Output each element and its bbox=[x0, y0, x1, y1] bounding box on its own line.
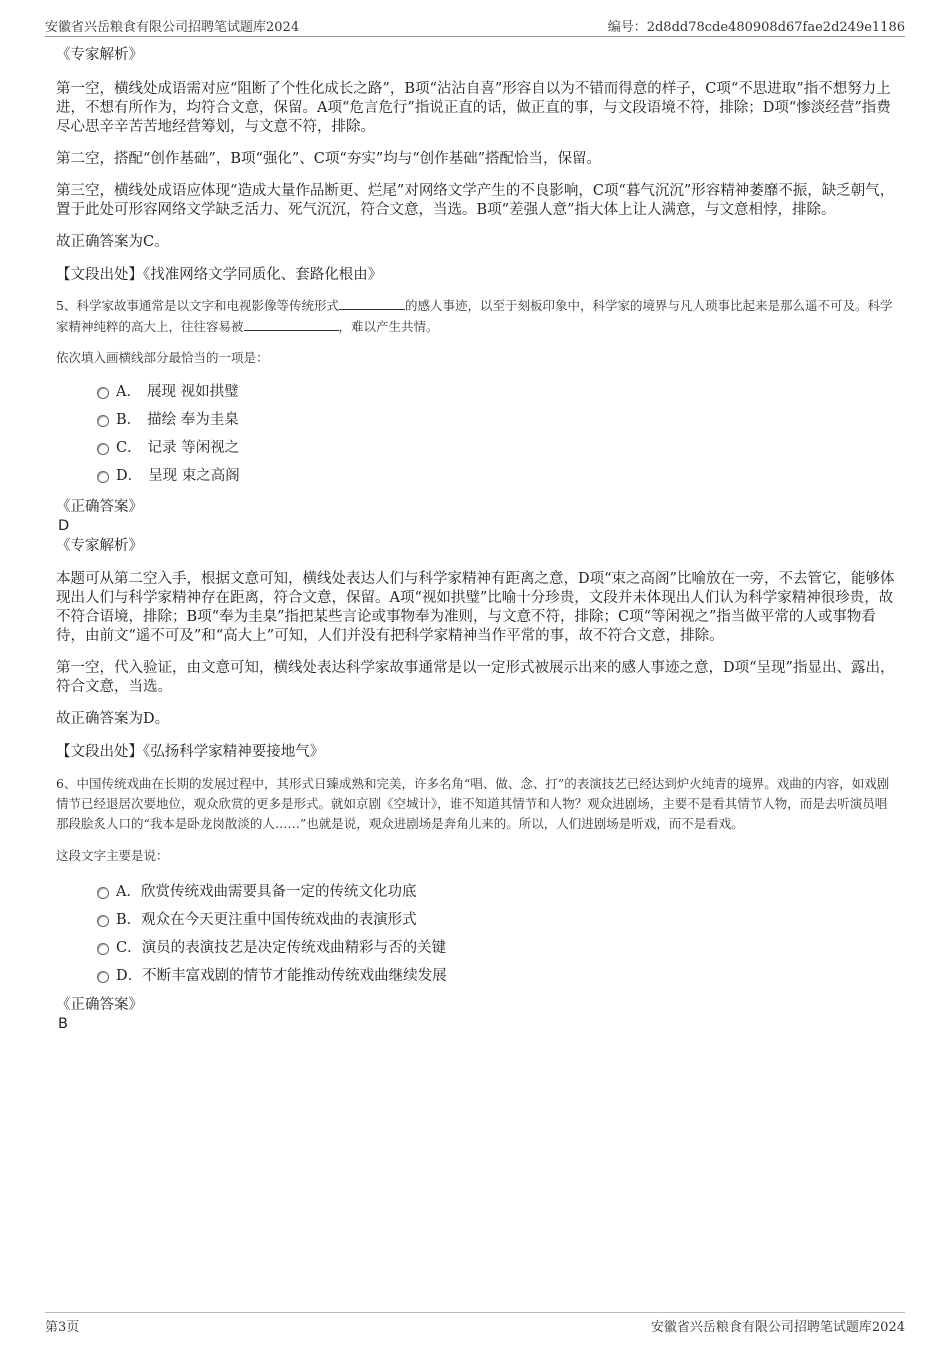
q5-stem bbox=[56, 295, 896, 337]
radio-icon[interactable] bbox=[97, 443, 109, 455]
q5-answer-tag: 《正确答案》 bbox=[56, 499, 143, 515]
radio-icon[interactable] bbox=[97, 915, 109, 927]
page-content bbox=[56, 46, 896, 1033]
q5-answer: D bbox=[58, 518, 70, 534]
q5-option-d[interactable]: D． 呈现 束之高阁 bbox=[56, 462, 896, 490]
radio-icon[interactable] bbox=[97, 415, 109, 427]
footer-title: 安徽省兴岳粮食有限公司招聘笔试题库2024 bbox=[650, 1320, 905, 1335]
page-number: 第3页 bbox=[45, 1320, 80, 1335]
q6-answer: B bbox=[58, 1016, 68, 1032]
q6-option-d[interactable]: D．不断丰富戏剧的情节才能推动传统戏曲继续发展 bbox=[56, 962, 896, 990]
q5-stem-part2: 的感人事迹，以至于刻板印象中，科学家的境界与凡人琐事比起来是那么遥不可及。科学家精神纯粹的高大上，往往容易被 bbox=[56, 298, 893, 334]
q5-option-b[interactable]: B． 描绘 奉为圭臬 bbox=[56, 406, 896, 434]
radio-icon[interactable] bbox=[97, 971, 109, 983]
radio-icon[interactable] bbox=[97, 471, 109, 483]
q4-source: 【文段出处】《找准网络文学同质化、套路化根由》 bbox=[56, 267, 383, 283]
q4-analysis-tag: 《专家解析》 bbox=[56, 47, 143, 63]
q5-option-a[interactable]: A． 展现 视如拱璧 bbox=[56, 378, 896, 406]
radio-icon[interactable] bbox=[97, 887, 109, 899]
q5-stem-part3: ，难以产生共情。 bbox=[338, 319, 439, 334]
q6-option-a[interactable]: A．欣赏传统戏曲需要具备一定的传统文化功底 bbox=[56, 878, 896, 906]
q5-conclusion: 故正确答案为D。 bbox=[56, 711, 170, 727]
q5-stem-part1: 5、科学家故事通常是以文字和电视影像等传统形式 bbox=[56, 298, 339, 313]
radio-icon[interactable] bbox=[97, 387, 109, 399]
q6-option-b[interactable]: B．观众在今天更注重中国传统戏曲的表演形式 bbox=[56, 906, 896, 934]
q5-options bbox=[56, 378, 896, 490]
q4-analysis-para-3: 第三空，横线处成语应体现“造成大量作品断更、烂尾”对网络文学产生的不良影响，C项“暮气沉沉”形容精神萎靡不振，缺乏朝气，置于此处可形容网络文学缺乏活力、死气沉沉，符合文意，当选。B项“差强人意”指大体上让人满意，与文意相悖，排除。 bbox=[56, 183, 895, 218]
q6-answer-tag: 《正确答案》 bbox=[56, 997, 143, 1013]
q4-analysis-para-2: 第二空，搭配“创作基础”，B项“强化”、C项“夯实”均与“创作基础”搭配恰当，保留。 bbox=[56, 151, 602, 167]
q5-prompt: 依次填入画横线部分最恰当的一项是： bbox=[56, 350, 269, 365]
q5-analysis-tag: 《专家解析》 bbox=[56, 538, 143, 554]
header-title: 安徽省兴岳粮食有限公司招聘笔试题库2024 bbox=[45, 20, 300, 35]
q5-blank-2 bbox=[244, 316, 339, 331]
q6-stem: 6、中国传统戏曲在长期的发展过程中，其形式日臻成熟和完美，许多名角“唱、做、念、打”的表演技艺已经达到炉火纯青的境界。戏曲的内容，如戏剧情节已经退居次要地位，观众欣赏的更多是形式。就如京剧《空城计》，谁不知道其情节和人物？观众进剧场，主要不是看其情节人物，而是去听演员唱那段脍炙人口的“我本是卧龙岗散淡的人……”也就是说，观众进剧场是奔角儿来的。所以，人们进剧场是听戏，而不是看戏。 bbox=[56, 776, 890, 831]
q5-analysis-para-2: 第一空，代入验证，由文意可知，横线处表达科学家故事通常是以一定形式被展示出来的感人事迹之意，D项“呈现”指显出、露出，符合文意，当选。 bbox=[56, 660, 895, 695]
q5-source: 【文段出处】《弘扬科学家精神要接地气》 bbox=[56, 744, 325, 760]
q5-analysis-para-1: 本题可从第二空入手，根据文意可知，横线处表达人们与科学家精神有距离之意，D项“束之高阁”比喻放在一旁，不去管它，能够体现出人们与科学家精神存在距离，符合文意，保留。A项“视如拱璧”比喻十分珍贵，文段并未体现出人们认为科学家精神很珍贵，故不符合语境，排除；B项“奉为圭臬”指把某些言论或事物奉为准则，与文意不符，排除；C项“等闲视之”指当做平常的人或事物看待，由前文“遥不可及”和“高大上”可知，人们并没有把科学家精神当作平常的事，故不符合文意，排除。 bbox=[56, 571, 895, 644]
q6-option-c[interactable]: C．演员的表演技艺是决定传统戏曲精彩与否的关键 bbox=[56, 934, 896, 962]
q6-options bbox=[56, 878, 896, 990]
page-header bbox=[45, 14, 905, 37]
q4-conclusion: 故正确答案为C。 bbox=[56, 234, 169, 250]
q5-blank-1 bbox=[339, 295, 405, 310]
q6-prompt: 这段文字主要是说： bbox=[56, 848, 169, 863]
q5-option-c[interactable]: C． 记录 等闲视之 bbox=[56, 434, 896, 462]
q4-analysis-para-1: 第一空，横线处成语需对应“阻断了个性化成长之路”，B项“沾沾自喜”形容自以为不错而得意的样子，C项“不思进取”指不想努力上进，不想有所作为，均符合文意，保留。A项“危言危行”指说正直的话，做正直的事，与文段语境不符，排除；D项“惨淡经营”指费尽心思辛辛苦苦地经营筹划，与文意不符，排除。 bbox=[56, 81, 891, 135]
radio-icon[interactable] bbox=[97, 943, 109, 955]
page-footer bbox=[45, 1312, 905, 1335]
header-serial: 编号：2d8dd78cde480908d67fae2d249e1186 bbox=[607, 20, 905, 35]
